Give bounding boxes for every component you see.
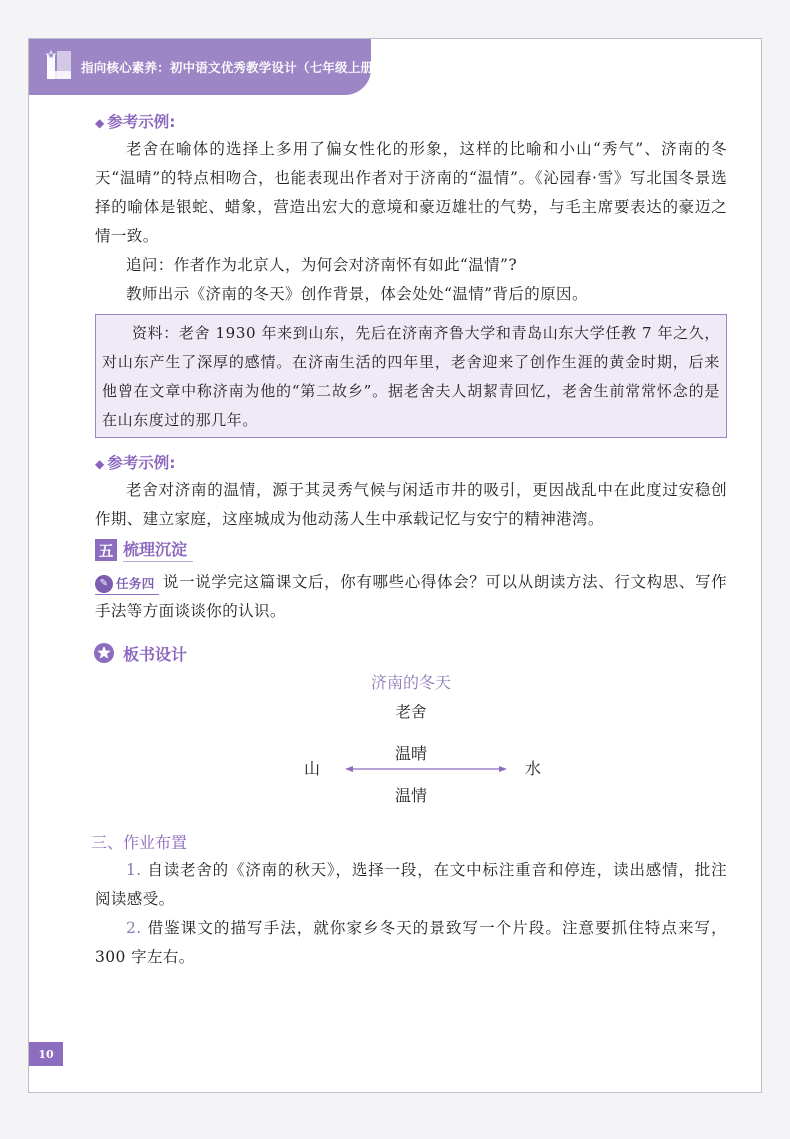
reference-label-text: 参考示例:	[107, 454, 176, 472]
section-heading	[95, 536, 727, 564]
book-logo-icon	[43, 49, 77, 83]
diamond-icon: ◆	[95, 116, 105, 130]
reference-example-label	[95, 450, 727, 476]
board-title: 济南的冬天	[370, 673, 451, 692]
page	[28, 38, 762, 1093]
material-box: 资料：老舍 1930 年来到山东，先后在济南齐鲁大学和青岛山东大学任教 7 年之久，对山东产生了深厚的感情。在济南生活的四年里，老舍迎来了创作生涯的黄金时期，后来他曾在文章中称济南为他的“第二故乡”。据老舍夫人胡絜青回忆，老舍生前常常怀念的是在山东度过的那几年。	[95, 314, 727, 438]
board-heading-text: 板书设计	[123, 644, 188, 664]
homework-item-text: 借鉴课文的描写手法，就你家乡冬天的景致写一个片段。注意要抓住特点来写，300 字左右。	[95, 919, 728, 966]
task-icon: ✎	[95, 575, 113, 593]
board-right-word: 水	[525, 759, 542, 778]
homework-heading: 三、作业布置	[91, 833, 188, 852]
board-bottom-word: 温情	[394, 786, 427, 805]
board-left-word: 山	[304, 759, 321, 778]
reference-example-label	[95, 109, 727, 135]
board-heading	[95, 638, 727, 668]
diamond-icon: ◆	[95, 457, 105, 471]
star-circle-icon	[93, 642, 115, 664]
task-paragraph	[95, 568, 727, 626]
section-title: 梳理沉淀	[123, 539, 193, 562]
header-title: 指向核心素养：初中语文优秀教学设计（七年级上册）	[81, 60, 386, 75]
task-text: 说一说学完这篇课文后，你有哪些心得体会？可以从朗读方法、行文构思、写作手法等方面谈谈你的认识。	[95, 573, 727, 620]
homework-item	[95, 914, 727, 972]
homework-item-number: 2.	[126, 919, 142, 937]
reference-example-text: 老舍对济南的温情，源于其灵秀气候与闲适市井的吸引，更因战乱中在此度过安稳创作期、建立家庭，这座城成为他动荡人生中承载记忆与安宁的精神港湾。	[95, 481, 727, 528]
homework-item	[95, 856, 727, 914]
homework-item-text: 自读老舍的《济南的秋天》，选择一段，在文中标注重音和停连，读出感情，批注阅读感受。	[95, 861, 728, 908]
double-arrow-icon	[345, 764, 507, 774]
page-number: 10	[29, 1042, 63, 1066]
follow-up-question: 追问：作者作为北京人，为何会对济南怀有如此“温情”?	[126, 256, 518, 274]
reference-label-text: 参考示例:	[107, 113, 176, 131]
task-badge	[95, 574, 159, 595]
main-content	[91, 109, 728, 972]
board-author: 老舍	[395, 703, 427, 721]
homework-item-number: 1.	[126, 861, 142, 879]
page-header	[29, 39, 386, 95]
reference-example-text: 老舍在喻体的选择上多用了偏女性化的形象，这样的比喻和小山“秀气”、济南的冬天“温晴”的特点相吻合，也能表现出作者对于济南的“温情”。《沁园春·雪》写北国冬景选择的喻体是银蛇、蜡象，营造出宏大的意境和豪迈雄壮的气势，与毛主席要表达的豪迈之情一致。	[95, 140, 727, 245]
section-number: 五	[95, 539, 117, 561]
teacher-instruction: 教师出示《济南的冬天》创作背景，体会处处“温情”背后的原因。	[126, 285, 588, 303]
board-top-word: 温晴	[394, 744, 427, 763]
board-design	[95, 668, 727, 828]
task-badge-label: 任务四	[116, 576, 155, 591]
